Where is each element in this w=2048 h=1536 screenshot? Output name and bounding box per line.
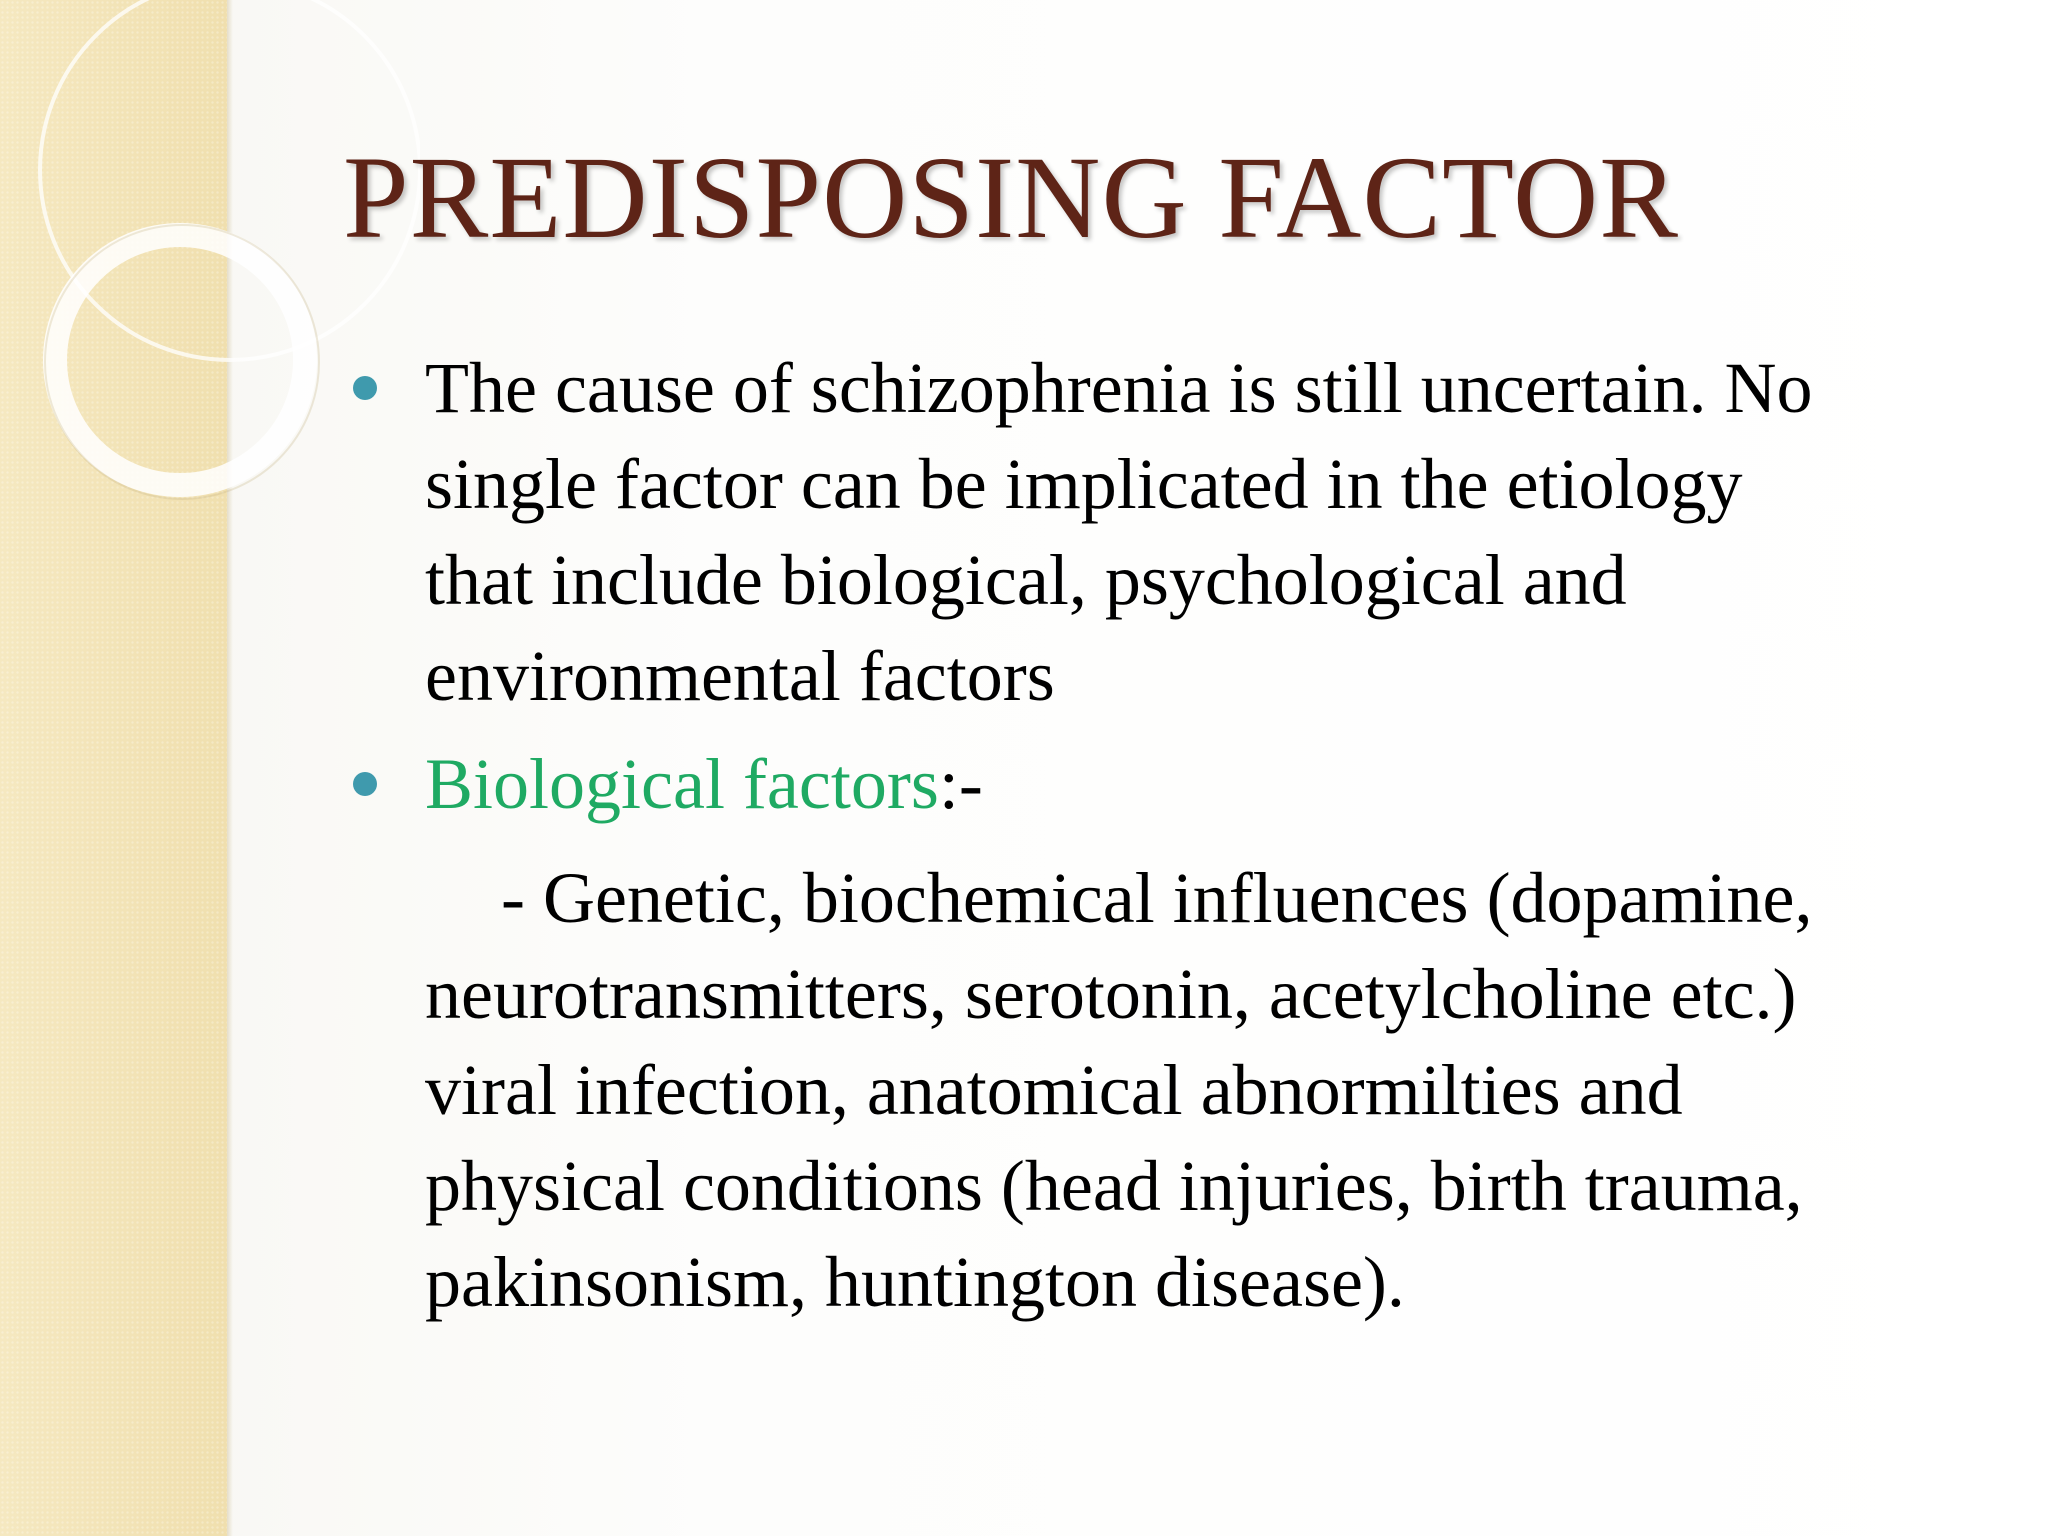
text-line: The cause of schizophrenia is still uncertain. No (425, 348, 1813, 428)
text-line: single factor can be implicated in the etiology (425, 444, 1743, 524)
bullet-item-cause (343, 340, 1983, 724)
small-ring (55, 235, 305, 485)
slide-content (343, 340, 1983, 1330)
bullet-heading-line (425, 736, 1983, 832)
heading-suffix: :- (938, 744, 983, 824)
biological-factors-detail (343, 850, 1983, 1330)
bullet-dot-icon (353, 376, 377, 400)
bullet-dot-icon (353, 772, 377, 796)
text-line: that include biological, psychological and (425, 540, 1627, 620)
text-line: - Genetic, biochemical influences (dopamine, (501, 858, 1813, 938)
slide-title: PREDISPOSING FACTOR (343, 132, 1679, 263)
bullet-item-biological-factors (343, 736, 1983, 832)
text-line: pakinsonism, huntington disease). (425, 1242, 1405, 1322)
text-line: environmental factors (425, 636, 1055, 716)
text-line: neurotransmitters, serotonin, acetylcholine etc.) (425, 954, 1797, 1034)
text-line: physical conditions (head injuries, birth trauma, (425, 1146, 1803, 1226)
biological-factors-heading: Biological factors (425, 744, 939, 824)
text-line: viral infection, anatomical abnormilties and (425, 1050, 1683, 1130)
